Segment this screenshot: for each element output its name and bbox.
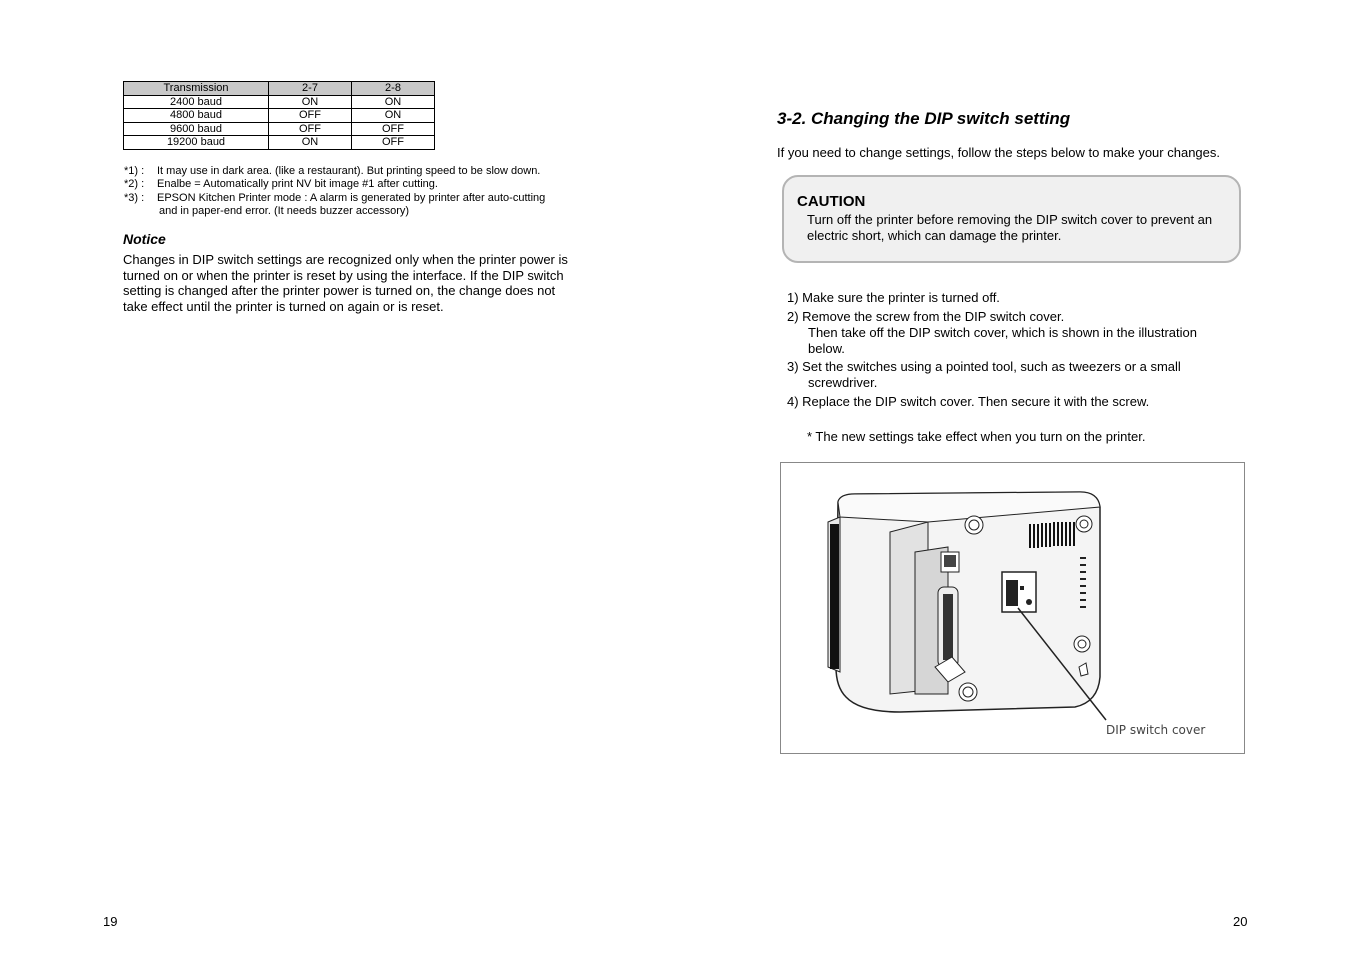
settings-note: * The new settings take effect when you turn on the printer. [807,429,1146,444]
table-cell: OFF [269,109,352,123]
step-subtext: screwdriver. [808,375,878,390]
section-title: 3-2. Changing the DIP switch setting [777,109,1071,128]
notice-heading: Notice [123,231,166,247]
step-subtext: Then take off the DIP switch cover, which is shown in the illustration below. [808,325,1197,356]
footnote-marker: *1) : [124,165,145,177]
notice-body: Changes in DIP switch settings are recognized only when the printer power is turned on or when the printer is reset by using the interface. If the DIP switch setting is changed after the printer power is turned on, the change does not take effect until the printer is turned on again or is reset. [123,252,568,314]
page-number-left: 19 [103,914,118,929]
transmission-table [123,81,435,150]
table-row [124,109,435,123]
printer-illustration [780,462,1245,754]
table-cell: OFF [352,122,435,136]
step-item: 2) Remove the screw from the DIP switch cover. [787,309,1065,324]
table-cell: ON [269,95,352,109]
footnote-marker: *2) : [124,178,145,190]
footnote [124,192,545,205]
table-header-cell: 2-7 [269,82,352,96]
table-header-row [124,82,435,96]
footnote-marker: *3) : [124,192,145,204]
footnote-continuation [159,205,409,218]
step-item: 1) Make sure the printer is turned off. [787,290,1000,305]
table-cell: 19200 baud [124,136,269,150]
footnote-text: It may use in dark area. (like a restaurant). But printing speed to be slow down. [157,165,541,177]
table-cell: ON [269,136,352,150]
table-row [124,122,435,136]
footnote [124,178,438,191]
table-cell: 9600 baud [124,122,269,136]
intro-text: If you need to change settings, follow the steps below to make your changes. [777,145,1220,160]
caution-text: Turn off the printer before removing the DIP switch cover to prevent an electric short, which can damage the printer. [807,212,1213,243]
page-number-right: 20 [1233,914,1248,929]
caution-title: CAUTION [797,193,866,210]
footnote-text: Enalbe = Automatically print NV bit image #1 after cutting. [157,178,438,190]
footnote [124,165,540,178]
table-cell: OFF [269,122,352,136]
table-header-cell: Transmission [124,82,269,96]
table-cell: 4800 baud [124,109,269,123]
step-item: 4) Replace the DIP switch cover. Then secure it with the screw. [787,394,1150,409]
figure-caption: DIP switch cover [1106,723,1206,737]
footnote-text: EPSON Kitchen Printer mode : A alarm is generated by printer after auto-cutting [157,192,546,204]
table-cell: ON [352,95,435,109]
table-cell: OFF [352,136,435,150]
table-cell: 2400 baud [124,95,269,109]
footnote-text: and in paper-end error. (It needs buzzer accessory) [159,205,410,217]
table-cell: ON [352,109,435,123]
step-item: 3) Set the switches using a pointed tool, such as tweezers or a small [787,359,1181,374]
table-header-cell: 2-8 [352,82,435,96]
table-row [124,136,435,150]
table-row [124,95,435,109]
